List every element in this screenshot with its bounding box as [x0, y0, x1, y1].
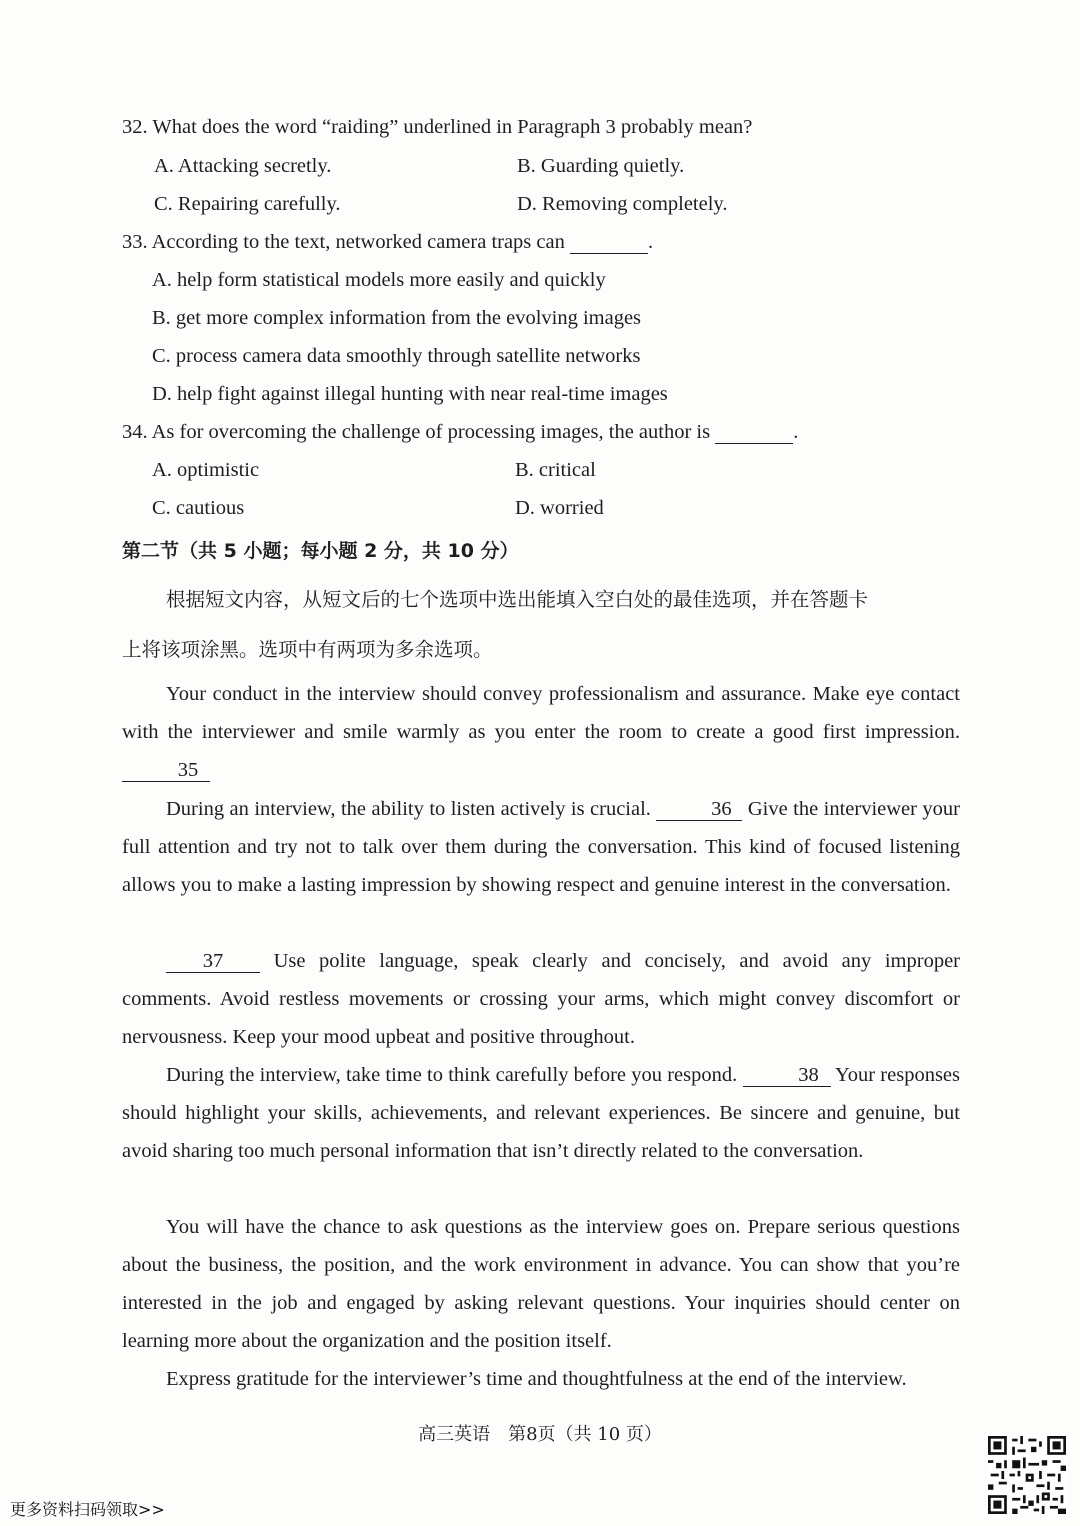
q33-option-b: B. get more complex information from the evolving images	[152, 307, 642, 329]
paragraph-text: Your responses should highlight your skills, achievements, and relevant experiences. Be sincere and genuine, but avoid sharing too much personal information that isn’t directly related to the conversation.	[122, 1064, 961, 1162]
passage-paragraph-4	[122, 1056, 960, 1170]
question-33-stem: 33. According to the text, networked camera traps can	[122, 231, 565, 253]
paragraph-text: During an interview, the ability to listen actively is crucial.	[166, 798, 651, 820]
blank-38: 38	[743, 1064, 831, 1087]
section-instruction-line-2: 上将该项涂黑。选项中有两项为多余选项。	[122, 638, 493, 661]
passage-paragraph-3	[122, 942, 960, 1056]
question-34-stem: 34. As for overcoming the challenge of processing images, the author is	[122, 421, 711, 443]
passage-paragraph-1	[122, 675, 960, 789]
section-instruction-line-1: 根据短文内容，从短文后的七个选项中选出能填入空白处的最佳选项，并在答题卡	[166, 588, 869, 611]
paragraph-text: Give the interviewer your full attention and try not to talk over them during the conversation. This kind of focused listening allows you to make a lasting impression by showing respect and genuine interest in the conversation.	[122, 798, 961, 896]
q33-option-a: A. help form statistical models more easily and quickly	[152, 269, 606, 291]
section-title: 第二节（共 5 小题；每小题 2 分，共 10 分）	[122, 540, 519, 562]
stem-period: .	[793, 421, 799, 443]
question-34	[122, 421, 798, 444]
passage-paragraph-2	[122, 790, 960, 904]
answer-blank	[570, 231, 648, 254]
q32-option-d: D. Removing completely.	[517, 193, 728, 215]
q32-option-c: C. Repairing carefully.	[154, 193, 341, 215]
q33-option-c: C. process camera data smoothly through satellite networks	[152, 345, 641, 367]
passage-paragraph-6: Express gratitude for the interviewer’s time and thoughtfulness at the end of the interview.	[166, 1368, 907, 1390]
blank-36: 36	[656, 798, 742, 821]
passage-paragraph-5: You will have the chance to ask questions as the interview goes on. Prepare serious questions about the business, the position, and the work environment in advance. You can show that you’re interested in the job and engaged by asking relevant questions. Your inquiries should center on learning more about the organization and the position itself.	[122, 1216, 960, 1352]
paragraph-text: During the interview, take time to think carefully before you respond.	[166, 1064, 738, 1086]
question-32-stem: 32. What does the word “raiding” underlined in Paragraph 3 probably mean?	[122, 116, 753, 138]
q33-option-d: D. help fight against illegal hunting with near real-time images	[152, 383, 668, 405]
q34-option-b: B. critical	[515, 459, 596, 481]
blank-35: 35	[122, 759, 210, 782]
q34-option-d: D. worried	[515, 497, 604, 519]
blank-37: 37	[166, 950, 260, 973]
stem-period: .	[648, 231, 654, 253]
question-33	[122, 231, 653, 254]
scan-for-more-text[interactable]: 更多资料扫码领取>>	[10, 1500, 165, 1519]
paragraph-text: Your conduct in the interview should convey professionalism and assurance. Make eye contact with the interviewer and smile warmly as you enter the room to create a good first impression.	[122, 683, 960, 743]
answer-blank	[715, 421, 793, 444]
page-footer: 高三英语 第8页（共 10 页）	[418, 1424, 662, 1445]
paragraph-text: Use polite language, speak clearly and concisely, and avoid any improper comments. Avoid restless movements or crossing your arms, which might convey discomfort or nervousness. Keep your mood upbeat and positive throughout.	[122, 950, 960, 1048]
q32-option-b: B. Guarding quietly.	[517, 155, 685, 177]
qr-code-icon[interactable]	[988, 1436, 1066, 1514]
q32-option-a: A. Attacking secretly.	[154, 155, 332, 177]
q34-option-a: A. optimistic	[152, 459, 260, 481]
q34-option-c: C. cautious	[152, 497, 245, 519]
